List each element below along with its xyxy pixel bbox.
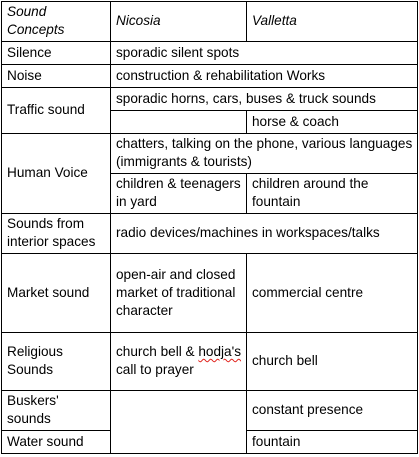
interior-shared: radio devices/machines in workspaces/talks [111,214,418,254]
traffic-valletta: horse & coach [247,111,418,134]
table-row-buskers [2,391,418,431]
concept-silence: Silence [2,42,111,65]
buskers-valletta: constant presence [247,391,418,431]
religious-nicosia-part2: call to prayer [116,362,194,377]
human-voice-shared: chatters, talking on the phone, various languages (immigrants & tourists) [111,134,418,174]
buskers-water-nicosia-empty [111,391,247,454]
human-voice-valletta: children around the fountain [247,174,418,214]
religious-nicosia-misspelled: hodja's [198,344,242,359]
concept-religious: Religious Sounds [2,333,111,391]
table-row-silence [2,42,418,65]
market-nicosia: open-air and closed market of traditional character [111,254,247,333]
header-sound-concepts: Sound Concepts [2,2,111,42]
noise-shared: construction & rehabilitation Works [111,65,418,88]
sound-concepts-table [1,1,418,454]
human-voice-nicosia: children & teenagers in yard [111,174,247,214]
traffic-shared: sporadic horns, cars, buses & truck sounds [111,88,418,111]
header-nicosia: Nicosia [111,2,247,42]
table-row-interior [2,214,418,254]
concept-water: Water sound [2,431,111,454]
table-row-noise [2,65,418,88]
religious-valletta: church bell [247,333,418,391]
market-valletta: commercial centre [247,254,418,333]
religious-nicosia-part1: church bell & [116,344,199,359]
concept-human-voice: Human Voice [2,134,111,214]
traffic-nicosia-empty [111,111,247,134]
table-row-human-voice [2,134,418,174]
silence-shared: sporadic silent spots [111,42,418,65]
concept-noise: Noise [2,65,111,88]
concept-buskers: Buskers' sounds [2,391,111,431]
table-row-religious [2,333,418,391]
header-valletta: Valletta [247,2,418,42]
concept-market: Market sound [2,254,111,333]
table-row-traffic [2,88,418,111]
water-valletta: fountain [247,431,418,454]
concept-traffic: Traffic sound [2,88,111,134]
religious-nicosia [111,333,247,391]
concept-interior: Sounds from interior spaces [2,214,111,254]
table-row-market [2,254,418,333]
table-header-row [2,2,418,42]
